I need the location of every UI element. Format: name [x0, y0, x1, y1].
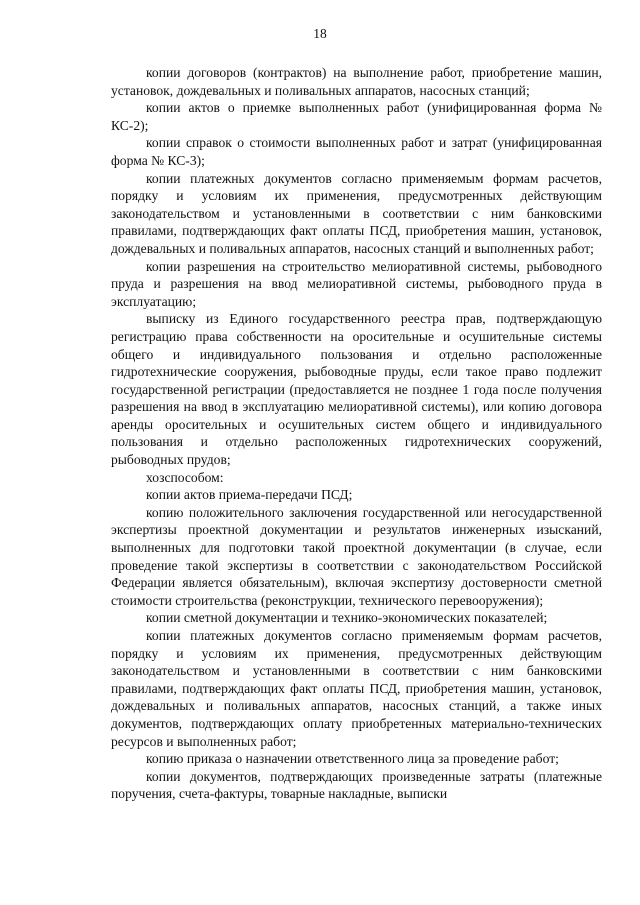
- paragraph: хозспособом:: [146, 469, 224, 485]
- paragraph: копии документов, подтверждающих произведенные затраты (платежные поручения, счета-фактуры, товарные накладные, выписки: [111, 768, 602, 802]
- document-body: [111, 64, 602, 803]
- paragraph: копии справок о стоимости выполненных работ и затрат (унифицированная форма № КС-3);: [111, 135, 602, 168]
- paragraph: копии актов о приемке выполненных работ (унифицированная форма № КС-2);: [111, 100, 602, 133]
- paragraph: выписку из Единого государственного реестра прав, подтверждающую регистрацию права собственности на оросительные и осушительные системы общего и индивидуального пользования и отдельно расположенные гидротехнические сооружения, рыбоводные пруды, если такое право подлежит государственной регистрации (предоставляется не позднее 1 года после получения разрешения на ввод в эксплуатацию мелиоративной системы), или копию договора аренды оросительных и осушительных систем общего и индивидуального пользования и отдельно расположенных гидротехнических сооружений, рыбоводных прудов;: [111, 311, 602, 468]
- paragraph: копии актов приема-передачи ПСД;: [146, 487, 353, 503]
- paragraph: копию приказа о назначении ответственного лица за проведение работ;: [146, 751, 559, 767]
- paragraph: копии разрешения на строительство мелиоративной системы, рыбоводного пруда и разрешения на ввод мелиоративной системы, рыбоводного пруда в эксплуатацию;: [111, 258, 602, 309]
- paragraph: копию положительного заключения государственной или негосударственной экспертизы проектной документации и результатов инженерных изысканий, выполненных для подготовки такой проектной документации (в случае, если проведение такой экспертизы в соответствии с законодательством Российской Федерации является обязательным), включая экспертизу достоверности сметной стоимости строительства (реконструкции, технического перевооружения);: [111, 504, 602, 608]
- paragraph: копии сметной документации и технико-экономических показателей;: [146, 610, 548, 626]
- paragraph: копии платежных документов согласно применяемым формам расчетов, порядку и условиям их применения, предусмотренных действующим законодательством и установленными в соответствии с ним банковскими правилами, подтверждающих факт оплаты ПСД, приобретения машин, установок, дождевальных и поливальных аппаратов, насосных станций, а также иных документов, подтверждающих оплату приобретенных материально-технических ресурсов и выполненных работ;: [111, 628, 602, 749]
- paragraph: копии договоров (контрактов) на выполнение работ, приобретение машин, установок, дождевальных и поливальных аппаратов, насосных станций;: [111, 65, 602, 98]
- paragraph: копии платежных документов согласно применяемым формам расчетов, порядку и условиям их применения, предусмотренных действующим законодательством и установленными в соответствии с ним банковскими правилами, подтверждающих факт оплаты ПСД, приобретения машин, установок, дождевальных и поливальных аппаратов, насосных станций и выполненных работ;: [111, 170, 602, 256]
- page-number: 18: [313, 26, 327, 41]
